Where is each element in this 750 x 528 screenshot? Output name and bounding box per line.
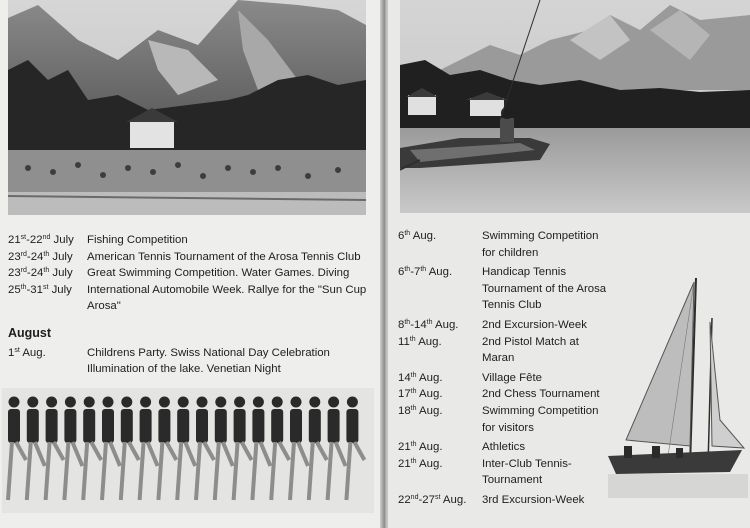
event-row [398,456,610,489]
event-description: 2nd Pistol Match at Maran [482,335,579,365]
dancer-head [65,397,76,408]
month-heading: August [8,325,52,340]
event-row [398,228,610,261]
event-row [8,345,376,378]
dancer-body [158,409,170,443]
event-date: 23rd-24th July [8,267,73,280]
event-row [398,403,610,436]
event-row [8,232,376,249]
event-description: Village Fête [482,371,542,384]
event-row [398,439,610,456]
event-date: 6th Aug. [398,230,437,242]
august-events-list [398,228,610,509]
dancer-body [271,409,283,443]
dancer-body [328,409,340,443]
dancer-body [234,409,246,443]
dancer-body [196,409,208,443]
dancer-head [27,397,38,408]
right-page [388,0,750,528]
dancer-body [140,409,152,443]
dancer-head [215,397,226,408]
event-row [398,492,610,509]
event-date: 21th Aug. [398,457,443,470]
event-date: 11th Aug. [398,335,442,348]
event-description: Swimming Competition for visitors [482,404,599,434]
event-description: American Tennis Tournament of the Arosa Tennis Club [87,250,361,263]
dancer-head [140,397,151,408]
event-date: 8th-14th Aug. [398,318,459,331]
event-date: 23rd-24th July [8,250,73,263]
dancer-body [309,409,321,443]
dancer-body [252,409,264,443]
dancer-head [272,397,283,408]
dancer-head [197,397,208,408]
dancers-photo [2,388,374,513]
event-description: Swimming Competition for children [482,230,599,259]
event-row [398,317,610,334]
event-date: 1st Aug. [8,346,46,359]
dancer-head [84,397,95,408]
event-date: 22nd-27st Aug. [398,493,467,506]
event-date: 14th Aug. [398,371,443,384]
event-date: 25th-31st July [8,283,72,296]
dancer-body [46,409,58,443]
july-events-list [8,232,376,378]
dancer-head [121,397,132,408]
event-row [398,370,610,387]
event-description: 2nd Chess Tournament [482,388,600,401]
dancer-head [309,397,320,408]
event-date: 6th-7th Aug. [398,266,453,279]
dancer-body [64,409,76,443]
dancer-head [291,397,302,408]
event-date: 21th Aug. [398,441,443,454]
dancer-body [177,409,189,443]
dancer-body [8,409,20,443]
event-description: Great Swimming Competition. Water Games. Diving [87,267,350,280]
dancer-body [121,409,133,443]
event-row [398,334,610,367]
lake-bathing-photo [8,0,366,215]
dancer-head [347,397,358,408]
event-description: Childrens Party. Swiss National Day Celebration Illumination of the lake. Venetian Night [87,346,330,376]
event-description: Handicap Tennis Tournament of the Arosa Tennis Club [482,266,607,312]
sailboat-photo [608,270,748,498]
dancer-body [83,409,95,443]
dancer-body [346,409,358,443]
event-description: 3rd Excursion-Week [482,493,585,506]
event-row [398,264,610,314]
event-row [8,249,376,266]
dancer-body [215,409,227,443]
event-description: 2nd Excursion-Week [482,318,587,331]
event-date: 17th Aug. [398,388,443,401]
fishing-boat-photo [400,0,750,213]
dancer-body [102,409,114,443]
dancer-head [253,397,264,408]
dancer-body [27,409,39,443]
event-date: 21st-22nd July [8,234,74,246]
event-date: 18th Aug. [398,404,443,417]
event-description: Inter-Club Tennis-Tournament [482,457,572,487]
dancer-head [234,397,245,408]
dancer-head [328,397,339,408]
dancer-head [46,397,57,408]
event-description: Fishing Competition [87,234,188,246]
dancer-head [103,397,114,408]
dancer-head [159,397,170,408]
event-description: International Automobile Week. Rallye for the "Sun Cup Arosa" [87,283,367,313]
event-row [398,386,610,403]
event-row [8,265,376,282]
event-description: Athletics [482,441,526,454]
event-row [8,282,376,315]
dancer-body [290,409,302,443]
dancer-head [178,397,189,408]
dancer-head [9,397,20,408]
